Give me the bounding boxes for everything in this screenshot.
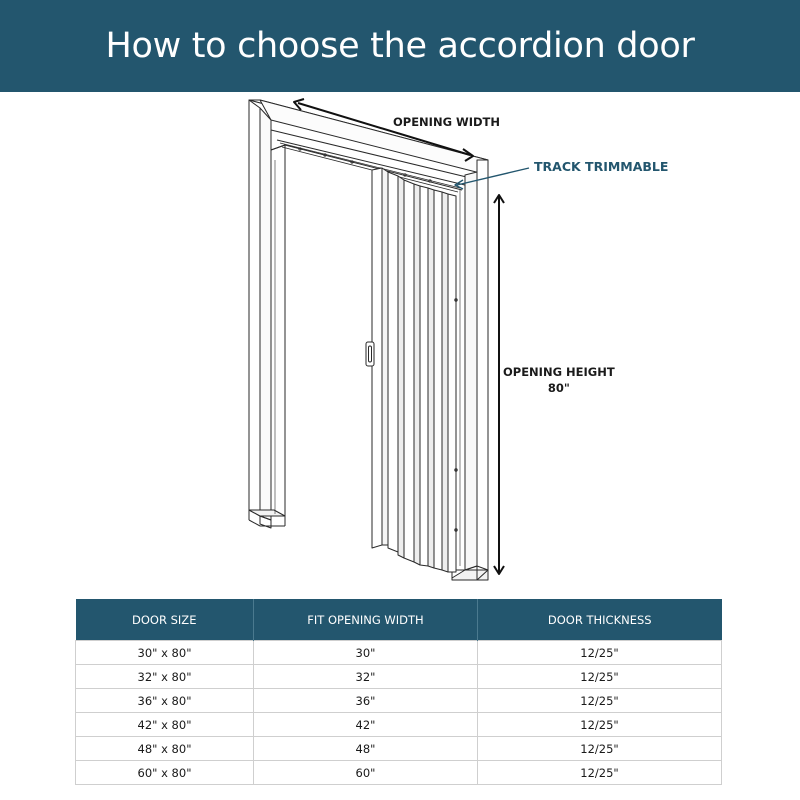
right-jamb — [452, 160, 488, 580]
table-header-row — [76, 599, 722, 641]
cell-fit-width: 48" — [254, 737, 478, 761]
opening-height-label — [503, 364, 615, 396]
track-trimmable-label: TRACK TRIMMABLE — [534, 159, 669, 174]
cell-door-size: 36" x 80" — [76, 689, 254, 713]
cell-fit-width: 30" — [254, 641, 478, 665]
table-row — [76, 641, 722, 665]
accordion-door-diagram — [0, 92, 800, 592]
cell-thickness: 12/25" — [478, 689, 722, 713]
cell-thickness: 12/25" — [478, 737, 722, 761]
cell-fit-width: 36" — [254, 689, 478, 713]
cell-fit-width: 60" — [254, 761, 478, 785]
cell-fit-width: 32" — [254, 665, 478, 689]
cell-fit-width: 42" — [254, 713, 478, 737]
table-row — [76, 737, 722, 761]
table-row — [76, 665, 722, 689]
page-title: How to choose the accordion door — [105, 26, 695, 66]
cell-thickness: 12/25" — [478, 713, 722, 737]
title-banner — [0, 0, 800, 92]
cell-door-size: 60" x 80" — [76, 761, 254, 785]
opening-width-label: OPENING WIDTH — [393, 115, 501, 129]
cell-door-size: 30" x 80" — [76, 641, 254, 665]
cell-thickness: 12/25" — [478, 641, 722, 665]
size-table — [75, 599, 722, 785]
cell-thickness: 12/25" — [478, 761, 722, 785]
header-door-size: DOOR SIZE — [76, 599, 254, 641]
table-row — [76, 689, 722, 713]
opening-height-value: 80" — [547, 381, 570, 395]
cell-door-size: 48" x 80" — [76, 737, 254, 761]
cell-thickness: 12/25" — [478, 665, 722, 689]
opening-height-title: OPENING HEIGHT — [503, 365, 615, 379]
cell-door-size: 32" x 80" — [76, 665, 254, 689]
table-row — [76, 713, 722, 737]
header-door-thickness: DOOR THICKNESS — [478, 599, 722, 641]
door-handle-icon — [366, 342, 374, 366]
header-fit-opening-width: FIT OPENING WIDTH — [254, 599, 478, 641]
accordion-panels — [372, 168, 457, 572]
cell-door-size: 42" x 80" — [76, 713, 254, 737]
table-row — [76, 761, 722, 785]
left-jamb — [249, 100, 285, 528]
